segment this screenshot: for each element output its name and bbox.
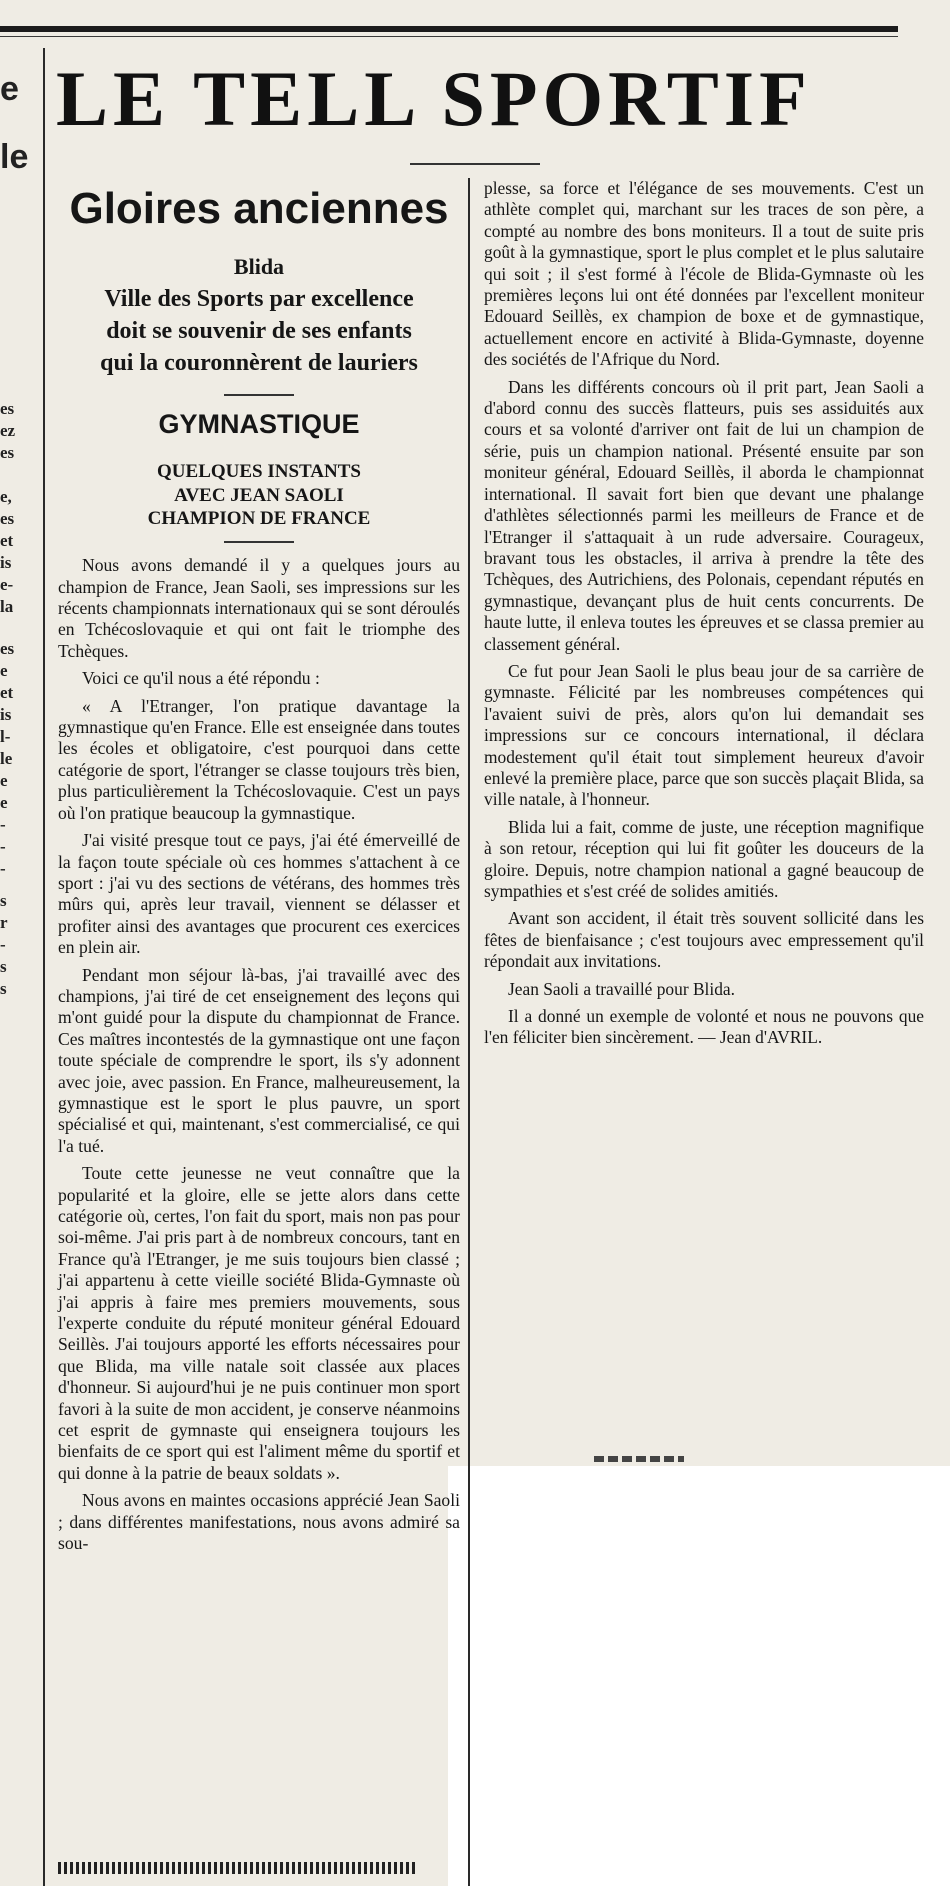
deck-line: qui la couronnèrent de lauriers [100, 349, 418, 376]
fragment-letter: e [0, 70, 19, 108]
fragment-text: es [0, 509, 15, 528]
article-paragraph: Jean Saoli a travaillé pour Blida. [508, 978, 735, 999]
article-paragraph: Nous avons en maintes occasions apprécié Jean Saoli ; dans différentes manifestations, nous avons admiré sa sou- [58, 1490, 460, 1554]
article-column-left [58, 178, 460, 1561]
subheading-line: QUELQUES INSTANTS [157, 460, 361, 482]
article-paragraph: Toute cette jeunesse ne veut connaître que la popularité et la gloire, elle se jette alors dans cette catégorie où, certes, l'on fait du sport, mais non pas pour soi-même. J'ai pris part à de nombreux concours, tant en France qu'à l'Etranger, je me suis toujours bien classé ; j'ai appartenu à cette vieille société Blida-Gymnaste où j'ai appris à faire mes premiers mouvements, sous l'experte conduite du réputé moniteur général Edouard Seillès. J'ai toujours apporté les efforts nécessaires pour que Blida, ma ville natale soit classée aux places d'honneur. Si aujourd'hui je ne puis continuer mon sport favori à la suite de mon accident, je conserve néanmoins cet esprit de gymnaste qui enseignera toujours les bienfaits de ce sport qui est l'aliment même du sportif et qui donne à la patrie de beaux soldats ». [58, 1163, 460, 1483]
subheading-line: CHAMPION DE FRANCE [147, 508, 371, 530]
deck-place: Blida [233, 254, 285, 280]
subheading-line: AVEC JEAN SAOLI [174, 484, 344, 506]
masthead-title: LE TELL SPORTIF [56, 55, 812, 142]
divider [224, 394, 294, 396]
deck-line: doit se souvenir de ses enfants [106, 317, 412, 344]
fragment-text: s [0, 979, 7, 998]
fragment-text: le [0, 749, 13, 768]
article-paragraph: Pendant mon séjour là-bas, j'ai travaillé avec des champions, j'ai tiré de cet enseignement des leçons qui m'ont guidé pour la dispute du championnat de France. Ces maîtres incontestés de la gymnastique ont une façon toute spéciale de comprendre le sport, ils s'y adonnent avec joie, avec passion. En France, malheureusement, la gymnastique est le sport le plus pauvre, un sport spécialisé et qui, maintenant, s'est commercialisé, ce qui l'a tué. [58, 964, 460, 1156]
fragment-text: r [0, 913, 8, 932]
article-paragraph: Ce fut pour Jean Saoli le plus beau jour de sa carrière de gymnaste. Félicité par les nombreuses compétences qui l'avaient suivi de près, alors qu'on lui demandait ses impressions sur ce concours international, il déclara modestement qu'il était tout simplement heureux d'avoir enlevé la première place, parce que son succès plaçait Blida, sa ville natale, à l'honneur. [484, 660, 924, 810]
fragment-text: es [0, 399, 15, 418]
article-paragraph: Nous avons demandé il y a quelques jours au champion de France, Jean Saoli, ses impressions sur les récents championnats internationaux qui se sont déroulés en Tchécoslovaquie et qui ont fait le triomphe des Tchèques. [58, 555, 460, 661]
section-heading: GYMNASTIQUE [158, 408, 360, 439]
fragment-text: et [0, 531, 14, 550]
fragment-text: l- [0, 727, 11, 746]
fragment-text: e [0, 661, 8, 680]
article-column-right [484, 178, 924, 1055]
top-rule [0, 26, 898, 32]
fragment-text: e [0, 771, 8, 790]
fragment-text: la [0, 597, 14, 616]
article-headline: Gloires anciennes [69, 184, 449, 233]
fragment-text: - [0, 935, 6, 954]
fragment-text: s [0, 957, 7, 976]
article-paragraph: Dans les différents concours où il prit part, Jean Saoli a d'abord connu des succès flatteurs, puis ses assiduités aux cours et sa volonté d'arriver ont fait de lui un champion de série, puis un champion national. Présenté ensuite par son moniteur général, Edouard Seillès, il aborda le championnat international. Il savait fort bien que devant une phalange d'athlètes sélectionnés parmi les meilleurs de France et de l'Etranger il s'attaquait à un rude adversaire. Courageux, bravant tous les obstacles, il arriva à prendre la tête des Tchèques, des Autrichiens, des Polonais, cependant réputés en gymnastique, devançant plus de huit cents concurrents. De haute lutte, il enleva toutes les épreuves et se classa premier au classement général. [484, 376, 924, 654]
article-paragraph: Avant son accident, il était très souvent sollicité dans les fêtes de bienfaisance ; c'est toujours avec empressement qu'il répondait aux invitations. [484, 908, 924, 972]
divider [224, 541, 294, 543]
fragment-text: - [0, 837, 6, 856]
article-paragraph: Il a donné un exemple de volonté et nous ne pouvons que l'en féliciter bien sincèrement. — Jean d'AVRIL. [484, 1006, 924, 1048]
end-ornament [594, 1456, 684, 1462]
article-paragraph: plesse, sa force et l'élégance de ses mouvements. C'est un athlète complet qui, marchant sur les traces de son père, a compté au nombre des bons moniteurs. Il a tout de suite pris goût à la gymnastique, sport le plus complet et le plus salutaire qui soit ; il s'est formé à l'école de Blida-Gymnaste où les premières leçons lui ont été données par l'excellent moniteur Edouard Seillès, ex champion de boxe et de gymnastique, actuellement encore en activité à Blida-Gymnaste, doyenne des sociétés de l'Afrique du Nord. [484, 178, 924, 370]
fragment-letter: le [0, 138, 29, 176]
fragment-text: - [0, 815, 6, 834]
masthead-rule [410, 163, 540, 165]
column-rule [468, 178, 470, 1886]
fragment-text: es [0, 639, 15, 658]
fragment-text: e [0, 793, 8, 812]
fragment-text: es [0, 443, 15, 462]
column-rule [43, 48, 45, 1886]
article-paragraph: J'ai visité presque tout ce pays, j'ai été émerveillé de la façon toute spéciale où ces hommes s'attachent à ce sport : j'ai vu des sections de vétérans, des hommes très mûrs qui, après leur travail, viennent se délasser et profiter ainsi des avantages que procurent ces exercices en plein air. [58, 830, 460, 958]
fragment-text: is [0, 553, 12, 572]
fragment-text: s [0, 891, 7, 910]
fragment-text: e, [0, 487, 12, 506]
top-rule-thin [0, 36, 898, 37]
deck-line: Ville des Sports par excellence [104, 285, 414, 312]
article-paragraph: Blida lui a fait, comme de juste, une réception magnifique à son retour, réception qui lui fit goûter les douceurs de la gloire. Depuis, notre champion national a gagné beaucoup de sympathies et s'est créé de solides amitiés. [484, 816, 924, 901]
bottom-rule [58, 1862, 418, 1874]
fragment-text: et [0, 683, 14, 702]
fragment-text: ez [0, 421, 16, 440]
fragment-text: - [0, 859, 6, 878]
article-paragraph: « A l'Etranger, l'on pratique davantage la gymnastique qu'en France. Elle est enseignée dans toutes les écoles et obligatoire, c'est pourquoi dans cette catégorie de sport, l'étranger se classe toujours très bien, plus particulièrement la Tchécoslovaquie. C'est un pays où l'on pratique beaucoup la gymnastique. [58, 695, 460, 823]
article-paragraph: Voici ce qu'il nous a été répondu : [82, 668, 320, 689]
adjacent-column-fragment [0, 40, 42, 1040]
blank-margin [448, 1466, 950, 1886]
fragment-text: e- [0, 575, 14, 594]
fragment-text: is [0, 705, 12, 724]
